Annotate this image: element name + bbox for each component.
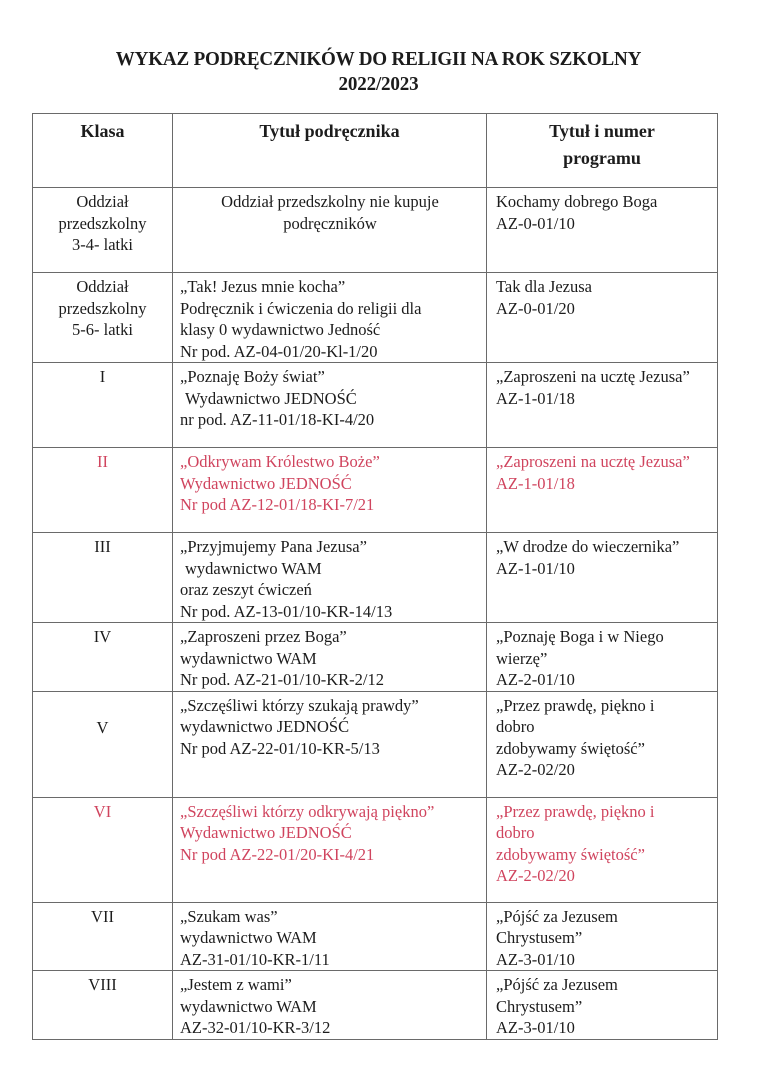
table-row [33,797,718,902]
cell-program [487,971,718,1040]
cell-klasa-line: Oddział [76,277,129,296]
table-row [33,623,718,692]
cell-klasa-line: 5-6- latki [72,320,133,339]
cell-program-line: zdobywamy świętość” [496,844,645,864]
table-body [33,188,718,1040]
cell-program [487,363,718,448]
cell-program-line: zdobywamy świętość” [496,738,645,758]
cell-program-line: AZ-1-01/10 [496,558,575,578]
cell-book-title [173,533,487,623]
cell-program [487,273,718,363]
table-row [33,691,718,797]
cell-book-title [173,363,487,448]
cell-book-title [173,448,487,533]
cell-book-title-line: „Zaproszeni przez Boga” [180,627,347,646]
cell-klasa [33,971,173,1040]
cell-book-title-line: Nr pod AZ-12-01/18-KI-7/21 [180,495,375,514]
cell-klasa-line: I [99,367,106,386]
cell-program-line: „Przez prawdę, piękno i [496,695,655,715]
document-title [26,47,730,97]
cell-klasa-line: 3-4- latki [72,235,133,254]
cell-program-line: Tak dla Jezusa [496,277,592,296]
cell-book-title-line: AZ-31-01/10-KR-1/11 [180,949,330,969]
cell-book-title-line: Nr pod. AZ-04-01/20-Kl-1/20 [180,341,378,361]
cell-book-title [173,902,487,971]
cell-program-line: „Poznaję Boga i w Niego [496,627,664,646]
cell-program-line: AZ-2-01/10 [496,670,575,689]
cell-book-title-line: klasy 0 wydawnictwo Jedność [180,320,381,339]
cell-klasa [33,797,173,902]
cell-book-title-line: Wydawnictwo JEDNOŚĆ [185,388,357,408]
cell-book-title-line: Nr pod. AZ-13-01/10-KR-14/13 [180,601,393,621]
cell-book-title-line: wydawnictwo WAM [180,996,317,1016]
cell-program-line: Kochamy dobrego Boga [496,192,658,211]
cell-book-title [173,273,487,363]
cell-klasa [33,902,173,971]
cell-program-line: „Zaproszeni na ucztę Jezusa” [496,367,690,386]
header-program-line-2: programu [563,148,641,168]
cell-klasa [33,188,173,273]
cell-program-line: „Zaproszeni na ucztę Jezusa” [496,452,690,471]
cell-book-title-line: nr pod. AZ-11-01/18-KI-4/20 [180,410,375,429]
cell-program-line: AZ-1-01/18 [496,473,575,493]
cell-program [487,623,718,692]
cell-book-title [173,623,487,692]
cell-book-title [173,797,487,902]
cell-program-line: „Przez prawdę, piękno i [496,801,655,821]
cell-book-title-line: wydawnictwo JEDNOŚĆ [180,717,350,736]
cell-book-title-line: AZ-32-01/10-KR-3/12 [180,1018,331,1037]
cell-klasa-line: Oddział [76,192,129,211]
cell-program-line: wierzę” [496,648,548,668]
cell-book-title-line: Nr pod. AZ-21-01/10-KR-2/12 [180,670,384,689]
cell-klasa-line: VI [93,801,112,821]
cell-program-line: AZ-2-02/20 [496,866,575,885]
table-row [33,273,718,363]
cell-klasa-line: przedszkolny [58,213,147,233]
textbook-table [32,113,718,1040]
cell-program [487,533,718,623]
table-row [33,448,718,533]
table-header-row [33,114,718,188]
cell-program-line: „W drodze do wieczernika” [496,537,680,556]
cell-book-title-line: Wydawnictwo JEDNOŚĆ [180,473,352,493]
cell-book-title-line: „Poznaję Boży świat” [180,367,325,386]
cell-book-title-line: Podręcznik i ćwiczenia do religii dla [180,298,422,318]
cell-program-line: AZ-2-02/20 [496,760,575,779]
cell-book-title-line: podręczników [283,213,377,233]
cell-book-title-line: wydawnictwo WAM [180,928,317,947]
cell-program-line: „Pójść za Jezusem [496,975,618,994]
header-program-line-1: Tytuł i numer [549,121,655,141]
table-row [33,971,718,1040]
table-row [33,188,718,273]
header-program [487,114,718,188]
cell-program-line: dobro [496,823,535,842]
cell-program-line: Chrystusem” [496,928,583,947]
cell-book-title-line: „Szukam was” [180,906,278,926]
cell-klasa-line: przedszkolny [58,298,147,318]
cell-book-title [173,691,487,797]
cell-klasa [33,533,173,623]
cell-program [487,188,718,273]
cell-book-title [173,971,487,1040]
cell-book-title-line: Wydawnictwo JEDNOŚĆ [180,823,352,842]
cell-klasa [33,363,173,448]
cell-program-line: AZ-3-01/10 [496,949,575,969]
cell-book-title [173,188,487,273]
cell-book-title-line: Nr pod AZ-22-01/10-KR-5/13 [180,738,380,758]
title-line-2: 2022/2023 [338,73,419,95]
cell-program-line: „Pójść za Jezusem [496,906,618,926]
table-row [33,902,718,971]
cell-klasa [33,448,173,533]
cell-klasa [33,691,173,797]
cell-program [487,797,718,902]
header-book-title: Tytuł podręcznika [173,114,487,188]
cell-book-title-line: „Odkrywam Królestwo Boże” [180,452,380,471]
header-klasa: Klasa [33,114,173,188]
cell-book-title-line: Nr pod AZ-22-01/20-KI-4/21 [180,844,375,864]
cell-book-title-line: „Szczęśliwi którzy szukają prawdy” [180,695,419,715]
table-row [33,363,718,448]
cell-klasa-line: III [94,537,111,556]
cell-book-title-line: „Przyjmujemy Pana Jezusa” [180,537,367,556]
table-row [33,533,718,623]
cell-book-title-line: „Jestem z wami” [180,975,292,994]
cell-klasa-line: VII [91,906,114,926]
cell-book-title-line: wydawnictwo WAM [185,558,322,578]
cell-program-line: Chrystusem” [496,996,583,1016]
cell-book-title-line: wydawnictwo WAM [180,648,317,668]
cell-klasa-line: II [97,452,108,471]
cell-klasa [33,273,173,363]
cell-book-title-line: „Tak! Jezus mnie kocha” [180,277,346,296]
cell-program [487,691,718,797]
cell-program-line: AZ-3-01/10 [496,1018,575,1037]
title-line-1: WYKAZ PODRĘCZNIKÓW DO RELIGII NA ROK SZKOLNY [115,48,642,70]
cell-book-title-line: „Szczęśliwi którzy odkrywają piękno” [180,801,435,821]
cell-klasa-line: VIII [88,975,117,994]
cell-book-title-line: oraz zeszyt ćwiczeń [180,580,312,599]
cell-klasa [33,623,173,692]
cell-program [487,902,718,971]
cell-program-line: AZ-0-01/10 [496,213,575,233]
cell-klasa-line: V [96,717,109,737]
cell-program [487,448,718,533]
cell-program-line: AZ-1-01/18 [496,388,575,408]
cell-klasa-line: IV [93,627,112,646]
cell-program-line: dobro [496,717,535,736]
cell-program-line: AZ-0-01/20 [496,298,575,318]
cell-book-title-line: Oddział przedszkolny nie kupuje [221,192,439,211]
